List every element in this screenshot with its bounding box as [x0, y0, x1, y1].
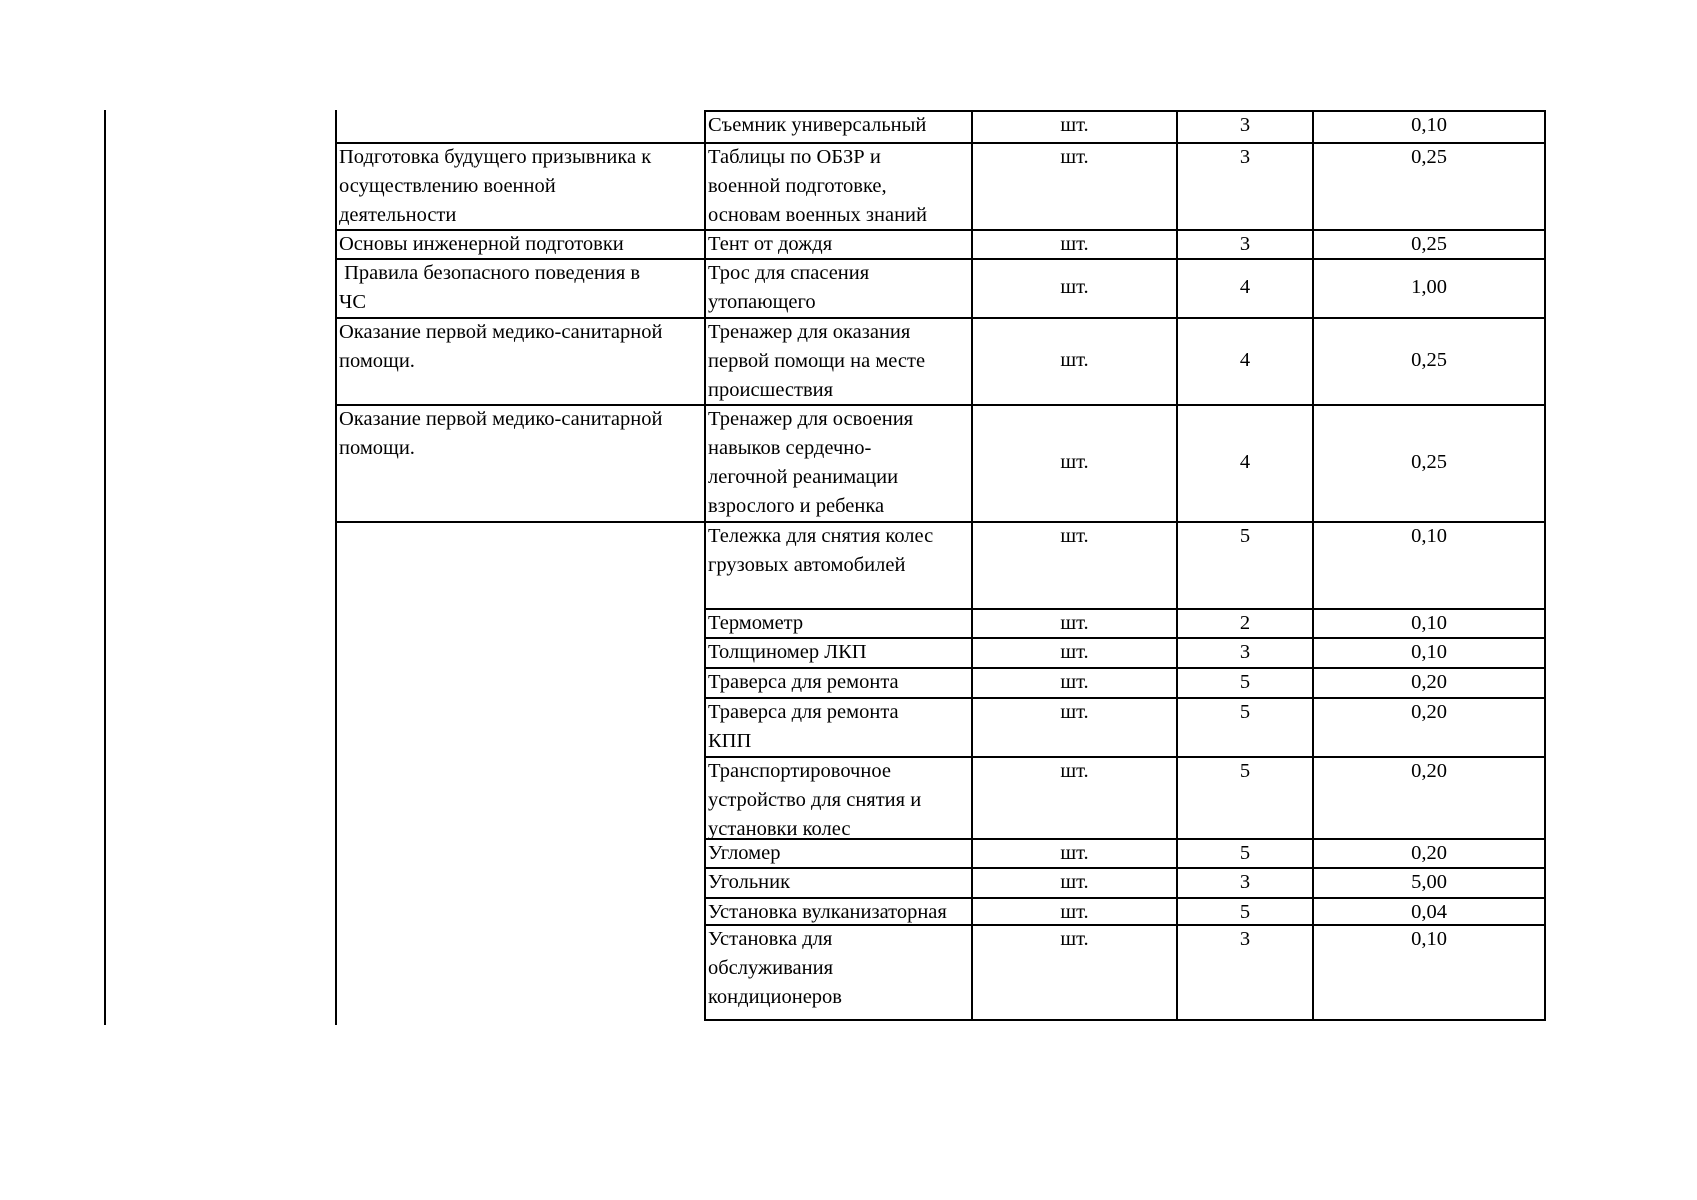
cell-section: Основы инженерной подготовки — [339, 233, 624, 255]
cell-item: Тренажер для оказания первой помощи на месте происшествия — [708, 321, 926, 401]
cell-item: Траверса для ремонта КПП — [708, 701, 899, 752]
cell-item: Транспортировочное устройство для снятия и установки колес — [708, 760, 922, 840]
cell-unit: шт. — [1060, 760, 1089, 782]
cell-qty: 5 — [1239, 701, 1251, 723]
cell-coef: 0,20 — [1411, 842, 1447, 864]
cell-coef: 0,25 — [1411, 349, 1447, 371]
cell-section: Подготовка будущего призывника к осуществлению военной деятельности — [339, 146, 652, 226]
cell-qty: 4 — [1239, 349, 1251, 371]
cell-coef: 0,20 — [1411, 671, 1447, 693]
cell-unit: шт. — [1060, 901, 1089, 923]
cell-qty: 4 — [1239, 451, 1251, 473]
cell-qty: 3 — [1239, 871, 1251, 893]
cell-unit: шт. — [1060, 928, 1089, 950]
cell-section: Оказание первой медико-санитарной помощи. — [339, 408, 663, 459]
cell-qty: 4 — [1239, 276, 1251, 298]
cell-unit: шт. — [1060, 233, 1089, 255]
cell-item: Тент от дождя — [708, 233, 833, 255]
cell-item: Установка для обслуживания кондиционеров — [708, 928, 842, 1008]
cell-unit: шт. — [1060, 146, 1089, 168]
cell-unit: шт. — [1060, 641, 1089, 663]
cell-coef: 0,10 — [1411, 114, 1447, 136]
cell-qty: 5 — [1239, 842, 1251, 864]
cell-qty: 5 — [1239, 901, 1251, 923]
section-column-border — [335, 110, 337, 1025]
cell-coef: 0,20 — [1411, 760, 1447, 782]
cell-section: Оказание первой медико-санитарной помощи. — [339, 321, 663, 372]
cell-unit: шт. — [1060, 871, 1089, 893]
cell-item: Траверса для ремонта — [708, 671, 899, 693]
cell-coef: 0,25 — [1411, 146, 1447, 168]
cell-unit: шт. — [1060, 276, 1089, 298]
cell-unit: шт. — [1060, 114, 1089, 136]
cell-qty: 3 — [1239, 146, 1251, 168]
cell-coef: 0,10 — [1411, 641, 1447, 663]
cell-coef: 0,04 — [1411, 901, 1447, 923]
column-border — [704, 110, 706, 1021]
cell-qty: 3 — [1239, 114, 1251, 136]
page-border-left — [104, 110, 106, 1025]
cell-coef: 0,10 — [1411, 928, 1447, 950]
row-border — [704, 1019, 1546, 1021]
cell-qty: 5 — [1239, 525, 1251, 547]
cell-item: Таблицы по ОБЗР и военной подготовке, основам военных знаний — [708, 146, 927, 226]
cell-unit: шт. — [1060, 349, 1089, 371]
cell-qty: 2 — [1239, 612, 1251, 634]
cell-unit: шт. — [1060, 451, 1089, 473]
cell-unit: шт. — [1060, 842, 1089, 864]
cell-coef: 0,10 — [1411, 525, 1447, 547]
cell-qty: 3 — [1239, 233, 1251, 255]
cell-item: Угломер — [708, 842, 781, 864]
cell-item: Съемник универсальный — [708, 114, 927, 136]
cell-qty: 5 — [1239, 671, 1251, 693]
cell-section: Правила безопасного поведения в ЧС — [339, 262, 641, 313]
cell-item: Трос для спасения утопающего — [708, 262, 870, 313]
cell-item: Толщиномер ЛКП — [708, 641, 867, 663]
cell-qty: 3 — [1239, 928, 1251, 950]
cell-coef: 5,00 — [1411, 871, 1447, 893]
cell-coef: 0,25 — [1411, 233, 1447, 255]
cell-unit: шт. — [1060, 525, 1089, 547]
cell-item: Тележка для снятия колес грузовых автомобилей — [708, 525, 934, 576]
cell-item: Угольник — [708, 871, 791, 893]
section-row-border — [335, 521, 706, 523]
cell-unit: шт. — [1060, 701, 1089, 723]
cell-coef: 0,25 — [1411, 451, 1447, 473]
cell-unit: шт. — [1060, 671, 1089, 693]
cell-coef: 0,20 — [1411, 701, 1447, 723]
cell-item: Термометр — [708, 612, 804, 634]
cell-item: Тренажер для освоения навыков сердечно- легочной реанимации взрослого и ребенка — [708, 408, 914, 517]
cell-coef: 0,10 — [1411, 612, 1447, 634]
cell-qty: 3 — [1239, 641, 1251, 663]
cell-unit: шт. — [1060, 612, 1089, 634]
cell-item: Установка вулканизаторная — [708, 901, 947, 923]
column-border — [1544, 110, 1546, 1021]
cell-qty: 5 — [1239, 760, 1251, 782]
cell-coef: 1,00 — [1411, 276, 1447, 298]
